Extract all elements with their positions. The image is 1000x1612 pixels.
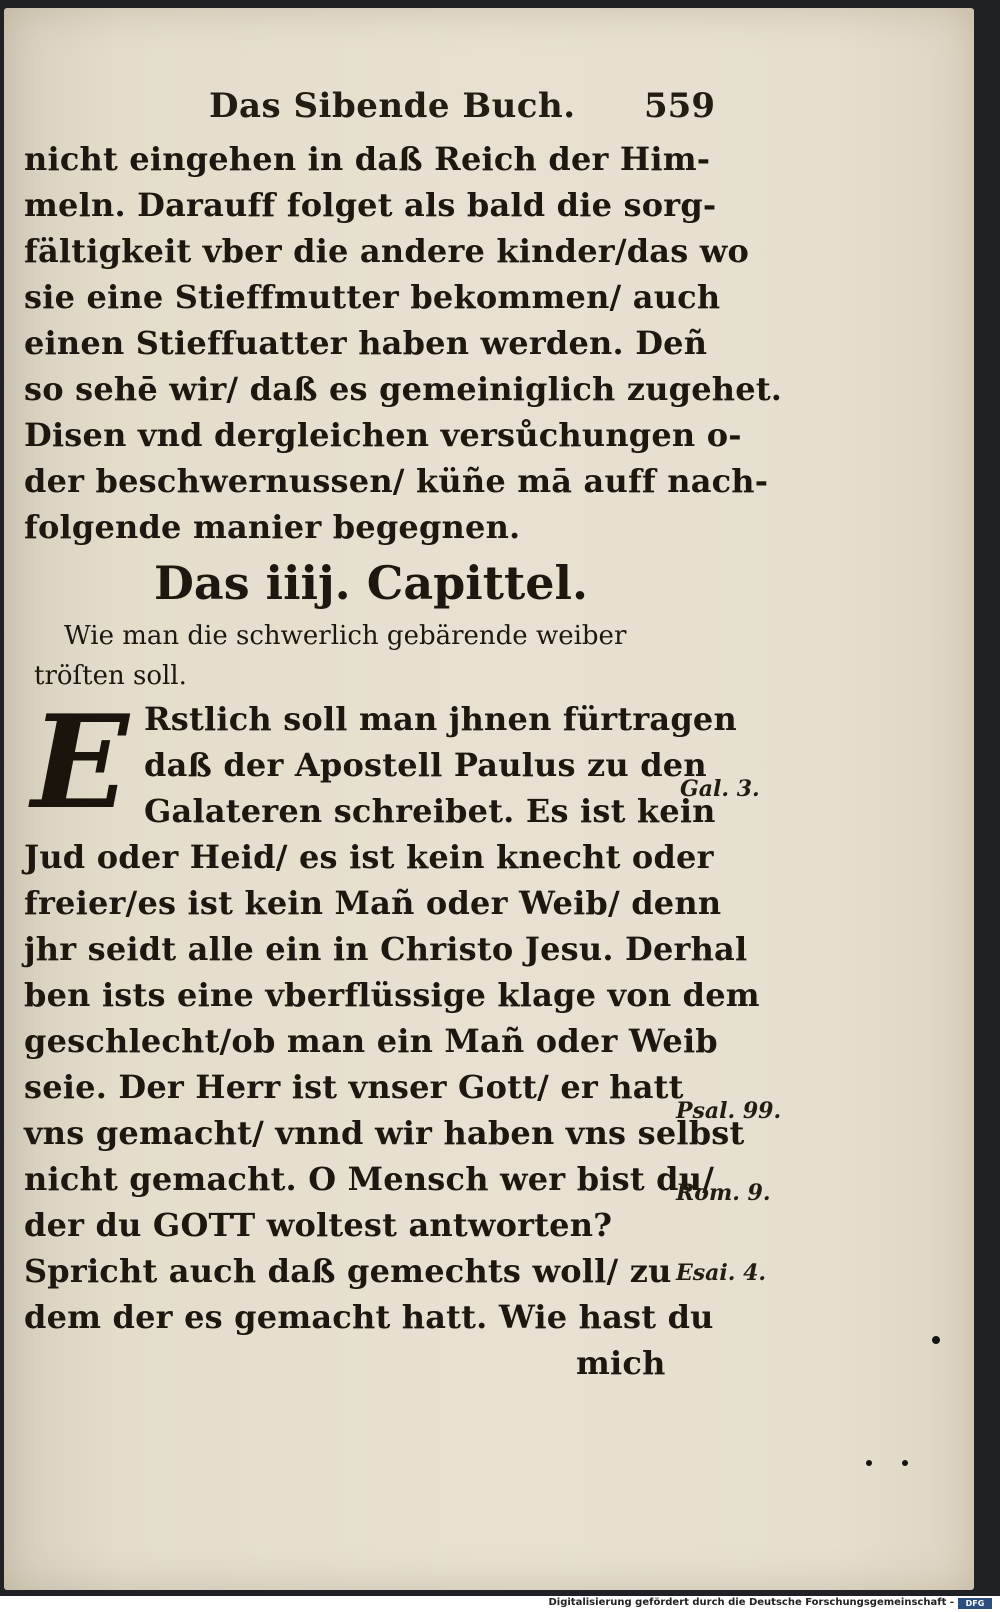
book-page [4,8,974,1590]
margin-note-gal: Gal. 3. [680,776,760,802]
ink-spot [932,1336,940,1344]
text-line: meln. Darauff folget als bald die sorg- [24,186,717,224]
text-line: daß der Apostell Paulus zu den [144,746,707,784]
margin-note-rom: Rom. 9. [676,1180,771,1206]
chapter-subtitle-line: Wie man die schwerlich gebärende weiber [64,621,627,651]
text-line: dem der es gemacht hatt. Wie hast du [24,1298,714,1336]
text-line: der beschwernussen/ küñe mā auff nach- [24,462,769,500]
text-line: Disen vnd dergleichen versůchungen o- [24,416,742,454]
margin-note-psal: Psal. 99. [676,1098,782,1124]
text-line: Spricht auch daß gemechts woll/ zu [24,1252,672,1290]
text-line: folgende manier begegnen. [24,508,521,546]
text-line: seie. Der Herr ist vnser Gott/ er hatt [24,1068,684,1106]
text-line: nicht gemacht. O Mensch wer bist du/ [24,1160,715,1198]
text-line: fältigkeit vber die andere kinder/das wo [24,232,750,270]
ink-spot [902,1460,908,1466]
text-line: nicht eingehen in daß Reich der Him- [24,140,711,178]
chapter-heading: Das iiij. Capittel. [154,556,589,610]
drop-capital: E [31,688,129,838]
page-number: 559 [644,86,715,126]
catchword: mich [576,1344,666,1382]
text-line: freier/es ist kein Mañ oder Weib/ denn [24,884,722,922]
text-line: so sehē wir/ daß es gemeiniglich zugehet. [24,370,783,408]
footer-credit: Digitalisierung gefördert durch die Deutsche Forschungsgemeinschaft - [548,1597,954,1608]
dfg-logo[interactable]: DFG [958,1598,992,1609]
text-line: ben ists eine vberflüssige klage von dem [24,976,760,1014]
text-line: vns gemacht/ vnnd wir haben vns selbst [24,1114,745,1152]
text-line: jhr seidt alle ein in Christo Jesu. Derhal [24,930,748,968]
running-title: Das Sibende Buch. [209,86,576,126]
text-line: sie eine Stieffmutter bekommen/ auch [24,278,721,316]
text-line: einen Stieffuatter haben werden. Deñ [24,324,708,362]
ink-spot [866,1460,872,1466]
running-head [4,86,974,126]
text-line: Galateren schreibet. Es ist kein [144,792,716,830]
footer-bar [0,1596,1000,1612]
text-line: Jud oder Heid/ es ist kein knecht oder [24,838,714,876]
chapter-subtitle-line: tröſten soll. [34,661,187,691]
text-line: Rstlich soll man jhnen fürtragen [144,700,737,738]
margin-note-esai: Esai. 4. [676,1260,767,1286]
text-line: der du GOTT woltest antworten? [24,1206,613,1244]
text-line: geschlecht/ob man ein Mañ oder Weib [24,1022,718,1060]
